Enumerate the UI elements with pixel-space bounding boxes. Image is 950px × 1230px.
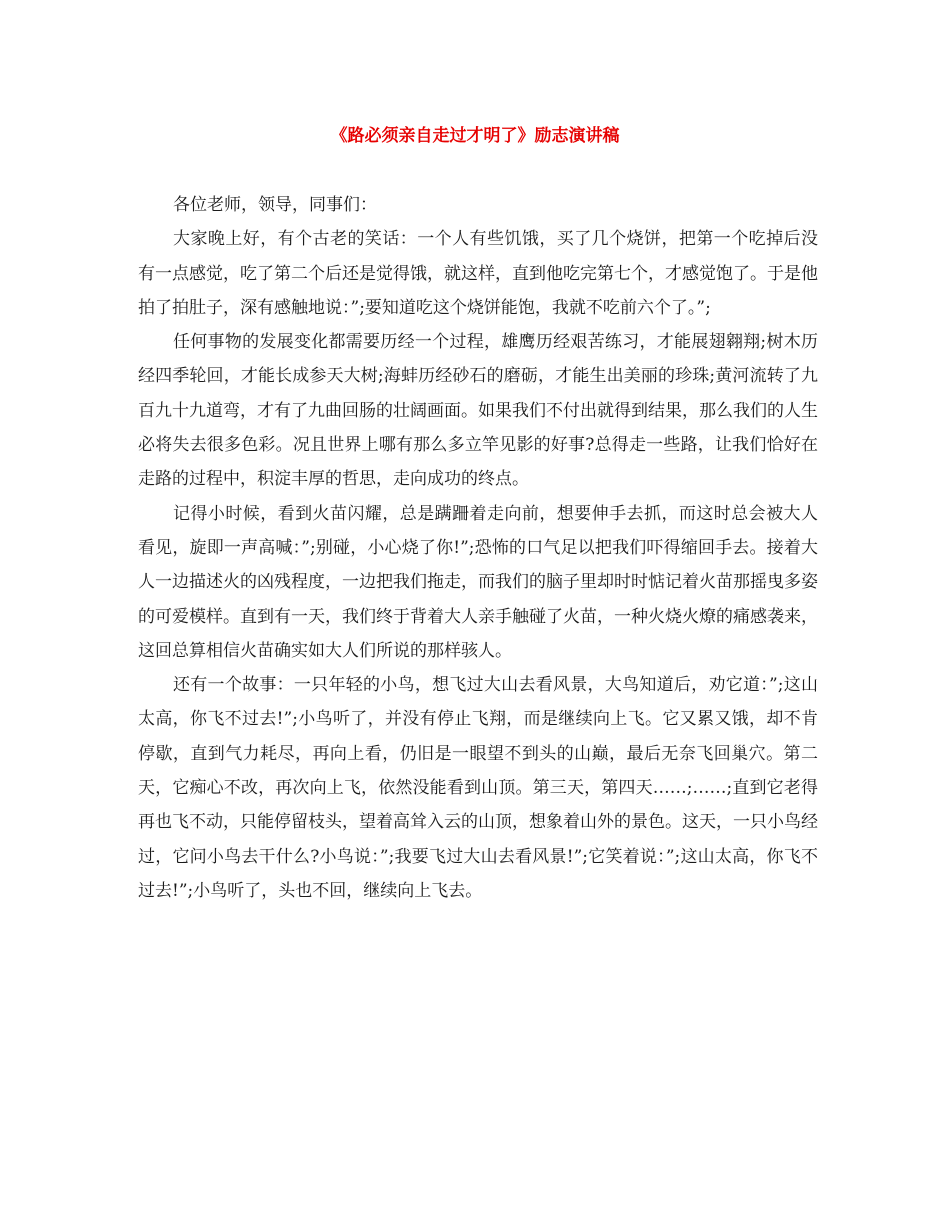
document-title: 《路必须亲自走过才明了》励志演讲稿: [330, 126, 620, 146]
paragraph: 大家晚上好，有个古老的笑话：一个人有些饥饿，买了几个烧饼，把第一个吃掉后没有一点感觉，吃了第二个后还是觉得饿，就这样，直到他吃完第七个，才感觉饱了。于是他拍了拍肚子，深有感触地说：”;要知道吃这个烧饼能饱，我就不吃前六个了。”;: [138, 229, 818, 318]
paragraph: 记得小时候，看到火苗闪耀，总是蹒跚着走向前，想要伸手去抓，而这时总会被大人看见，旋即一声高喊：”;别碰，小心烧了你!”;恐怖的口气足以把我们吓得缩回手去。接着大人一边描述火的凶残程度，一边把我们拖走，而我们的脑子里却时时惦记着火苗那摇曳多姿的可爱模样。直到有一天，我们终于背着大人亲手触碰了火苗，一种火烧火燎的痛感袭来，这回总算相信火苗确实如大人们所说的那样骇人。: [138, 503, 818, 661]
salutation-paragraph: 各位老师，领导，同事们：: [173, 195, 377, 215]
document-body: [138, 188, 818, 908]
paragraph: 还有一个故事：一只年轻的小鸟，想飞过大山去看风景，大鸟知道后，劝它道：”;这山太高，你飞不过去!”;小鸟听了，并没有停止飞翔，而是继续向上飞。它又累又饿，却不肯停歇，直到气力耗尽，再向上看，仍旧是一眼望不到头的山巅，最后无奈飞回巢穴。第二天，它痴心不改，再次向上飞，依然没能看到山顶。第三天，第四天……;……;直到它老得再也飞不动，只能停留枝头，望着高耸入云的山顶，想象着山外的景色。这天，一只小鸟经过，它问小鸟去干什么?小鸟说：”;我要飞过大山去看风景!”;它笑着说：”;这山太高，你飞不过去!”;小鸟听了，头也不回，继续向上飞去。: [138, 675, 818, 901]
paragraph: 任何事物的发展变化都需要历经一个过程，雄鹰历经艰苦练习，才能展翅翱翔;树木历经四季轮回，才能长成参天大树;海蚌历经砂石的磨砺，才能生出美丽的珍珠;黄河流转了九百九十九道弯，才有了九曲回肠的壮阔画面。如果我们不付出就得到结果，那么我们的人生必将失去很多色彩。况且世界上哪有那么多立竿见影的好事?总得走一些路，让我们恰好在走路的过程中，积淀丰厚的哲思，走向成功的终点。: [138, 332, 818, 490]
